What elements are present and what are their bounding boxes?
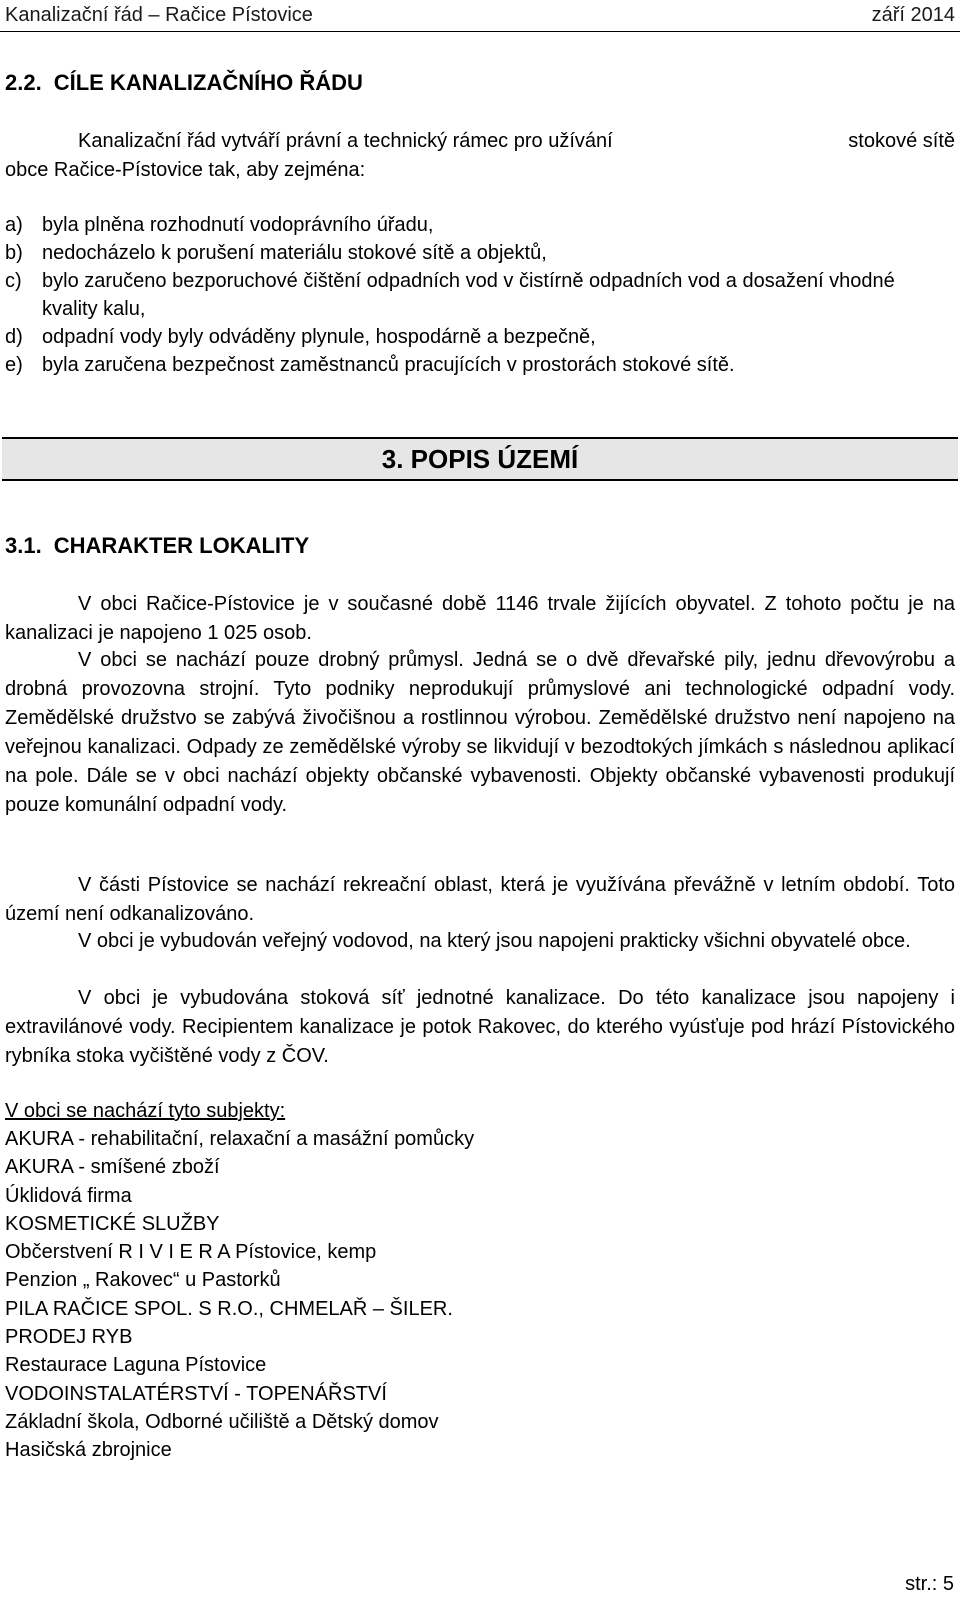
paragraph-recreation: V části Pístovice se nachází rekreační oblast, která je využívána převážně v letním období. Toto území není odkanalizováno. — [5, 874, 955, 925]
list-item — [5, 323, 955, 351]
list-item-text: byla zaručena bezpečnost zaměstnanců pracujících v prostorách stokové sítě. — [42, 354, 735, 376]
list-item — [5, 211, 955, 239]
page-number: str.: 5 — [905, 1573, 954, 1595]
paragraph-population: V obci Račice-Pístovice je v současné době 1146 trvale žijících obyvatel. Z tohoto počtu je na kanalizaci je napojeno 1 025 osob. — [5, 593, 955, 644]
list-item: Hasičská zbrojnice — [5, 1439, 172, 1462]
header-title: Kanalizační řád – Račice Pístovice — [5, 4, 313, 26]
section-3-1-heading — [5, 531, 955, 561]
list-item: AKURA - rehabilitační, relaxační a masážní pomůcky — [5, 1128, 475, 1150]
list-item: AKURA - smíšené zboží — [5, 1156, 220, 1179]
list-item: Občerstvení R I V I E R A Pístovice, kemp — [5, 1241, 377, 1264]
running-header — [0, 0, 960, 32]
subjects-heading — [5, 1097, 955, 1126]
list-item: KOSMETICKÉ SLUŽBY — [5, 1212, 220, 1235]
section-3-title: 3. POPIS ÚZEMÍ — [381, 443, 579, 474]
list-item-text: odpadní vody byly odváděny plynule, hospodárně a bezpečně, — [42, 326, 596, 348]
section-2-2-heading — [5, 68, 955, 98]
list-item — [5, 267, 955, 323]
intro-text-a: Kanalizační řád vytváří právní a technický rámec pro užívání — [78, 130, 613, 152]
section-number: 2.2. — [5, 70, 42, 95]
section-number: 3.1. — [5, 533, 42, 558]
list-marker: d) — [5, 326, 23, 348]
list-item — [5, 351, 955, 379]
intro-text-c: obce Račice-Pístovice tak, aby zejména: — [5, 159, 366, 181]
goals-list — [5, 211, 955, 379]
list-item-text: nedocházelo k porušení materiálu stokové sítě a objektů, — [42, 242, 547, 264]
list-item: Restaurace Laguna Pístovice — [5, 1354, 267, 1377]
subjects-title: V obci se nachází tyto subjekty: — [5, 1100, 286, 1122]
list-item: Základní škola, Odborné učiliště a Dětský domov — [5, 1410, 439, 1433]
list-item-text: bylo zaručeno bezporuchové čištění odpadních vod v čistírně odpadních vod a dosažení vhodné kvality kalu, — [42, 270, 895, 320]
list-item: Penzion „ Rakovec“ u Pastorků — [5, 1269, 281, 1292]
section-title: CHARAKTER LOKALITY — [53, 533, 310, 558]
header-date: září 2014 — [871, 4, 955, 26]
paragraph-industry: V obci se nachází pouze drobný průmysl. Jedná se o dvě dřevařské pily, jednu dřevovýrobu a drobná provozovna strojní. Tyto podniky neprodukují průmyslové ani technologické odpadní vody. Zemědělské družstvo se zabývá živočišnou a rostlinnou výrobou. Zemědělské družstvo není napojeno na veřejnou kanalizaci. Odpady ze zemědělské výroby se likvidují v bezodtokých jímkách s následnou aplikací na pole. Dále se v obci nachází objekty občanské vybavenosti. Objekty občanské vybavenosti produkují pouze komunální odpadní vody. — [5, 649, 955, 816]
list-marker: c) — [5, 270, 22, 292]
list-item-text: byla plněna rozhodnutí vodoprávního úřadu, — [42, 214, 434, 236]
section-3-banner — [2, 437, 958, 481]
subjects-list — [5, 1125, 955, 1465]
paragraph-water-supply: V obci je vybudován veřejný vodovod, na který jsou napojeni prakticky všichni obyvatelé obce. — [78, 930, 911, 952]
paragraph-sewerage: V obci je vybudována stoková síť jednotné kanalizace. Do této kanalizace jsou napojeny i extravilánové vody. Recipientem kanalizace je potok Rakovec, do kterého vyúsťuje pod hrází Pístovického rybníka stoka vyčištěné vody z ČOV. — [5, 987, 955, 1067]
list-item: PILA RAČICE SPOL. S R.O., CHMELAŘ – ŠILER. — [5, 1297, 453, 1320]
intro-line — [5, 127, 955, 156]
intro-paragraph — [5, 127, 955, 185]
list-marker: e) — [5, 354, 23, 376]
intro-text-b: stokové sítě — [848, 130, 955, 152]
list-item — [5, 239, 955, 267]
list-marker: b) — [5, 242, 23, 264]
list-marker: a) — [5, 214, 23, 236]
section-title: CÍLE KANALIZAČNÍHO ŘÁDU — [53, 70, 363, 95]
list-item: VODOINSTALATÉRSTVÍ - TOPENÁŘSTVÍ — [5, 1382, 387, 1405]
list-item: PRODEJ RYB — [5, 1326, 133, 1349]
list-item: Úklidová firma — [5, 1184, 132, 1207]
